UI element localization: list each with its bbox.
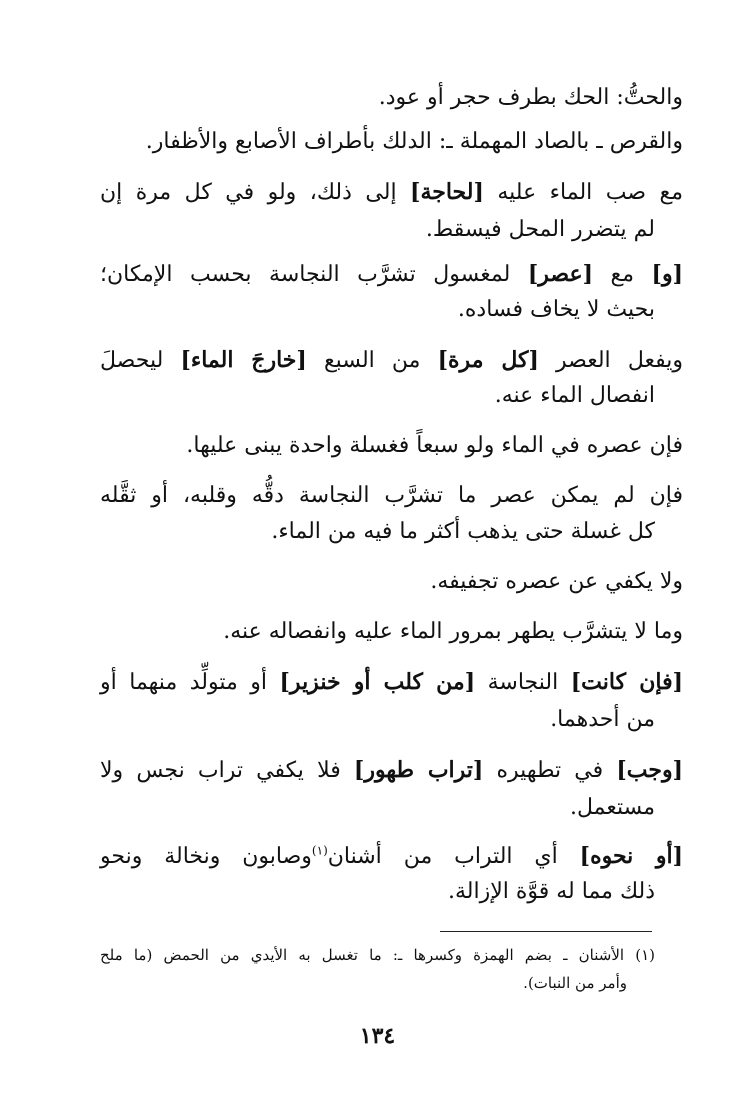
matn-bracket: [أو نحوه] [579, 843, 684, 869]
matn-bracket: [عصر] [527, 261, 593, 287]
footnote-separator [440, 931, 652, 932]
matn-bracket: [من كلب أو خنزير] [279, 669, 476, 695]
matn-bracket: [تراب طهور] [353, 757, 484, 783]
matn-bracket: [خارجَ الماء] [180, 347, 307, 373]
text-line: من أحدهما. [550, 707, 655, 732]
text-line: بحيث لا يخاف فساده. [457, 297, 655, 322]
text-line: لم يتضرر المحل فيسقط. [425, 217, 655, 242]
text-line: وما لا يتشرَّب يطهر بمرور الماء عليه وانفصاله عنه. [223, 619, 683, 644]
text-line: [أو نحوه] أي التراب من أشنان$^{(١)}$وصابون ونخالة ونحو [100, 843, 684, 869]
matn-bracket: [كل مرة] [437, 347, 539, 373]
footnote-marker: (١) [311, 843, 328, 858]
text-line: مع صب الماء عليه [لحاجة] إلى ذلك، ولو في كل مرة إن [100, 179, 683, 205]
text-line: والحتُّ: الحك بطرف حجر أو عود. [378, 85, 683, 110]
text-line: والقرص ـ بالصاد المهملة ـ: الدلك بأطراف الأصابع والأظفار. [145, 129, 683, 154]
text-line: فإن عصره في الماء ولو سبعاً فغسلة واحدة يبنى عليها. [186, 433, 683, 458]
footnote-line: وأمر من النبات). [523, 974, 627, 992]
text-line: ويفعل العصر [كل مرة] من السبع [خارجَ الماء] ليحصلَ [100, 347, 683, 373]
text-line: [و] مع [عصر] لمغسول تشرَّب النجاسة بحسب الإمكان؛ [100, 261, 683, 287]
page-number: ١٣٤ [359, 1023, 396, 1049]
text-line: فإن لم يمكن عصر ما تشرَّب النجاسة دقُّه وقلبه، أو ثقَّله [100, 483, 683, 508]
text-line: انفصال الماء عنه. [494, 383, 655, 408]
text-line: مستعمل. [569, 795, 655, 820]
footnote-line: (١) الأشنان ـ بضم الهمزة وكسرها ـ: ما تغسل به الأيدي من الحمض (ما ملح [100, 946, 655, 964]
text-line: ولا يكفي عن عصره تجفيفه. [430, 569, 683, 594]
matn-bracket: [و] [651, 261, 683, 287]
matn-bracket: [لحاجة] [410, 179, 484, 205]
text-line: كل غسلة حتى يذهب أكثر ما فيه من الماء. [271, 519, 655, 544]
matn-bracket: [وجب] [616, 757, 683, 783]
text-line: ذلك مما له قوَّة الإزالة. [447, 879, 655, 904]
text-line: [فإن كانت] النجاسة [من كلب أو خنزير] أو متولِّد منهما أو [100, 669, 684, 695]
text-line: [وجب] في تطهيره [تراب طهور] فلا يكفي تراب نجس ولا [100, 757, 683, 783]
matn-bracket: [فإن كانت] [570, 669, 684, 695]
